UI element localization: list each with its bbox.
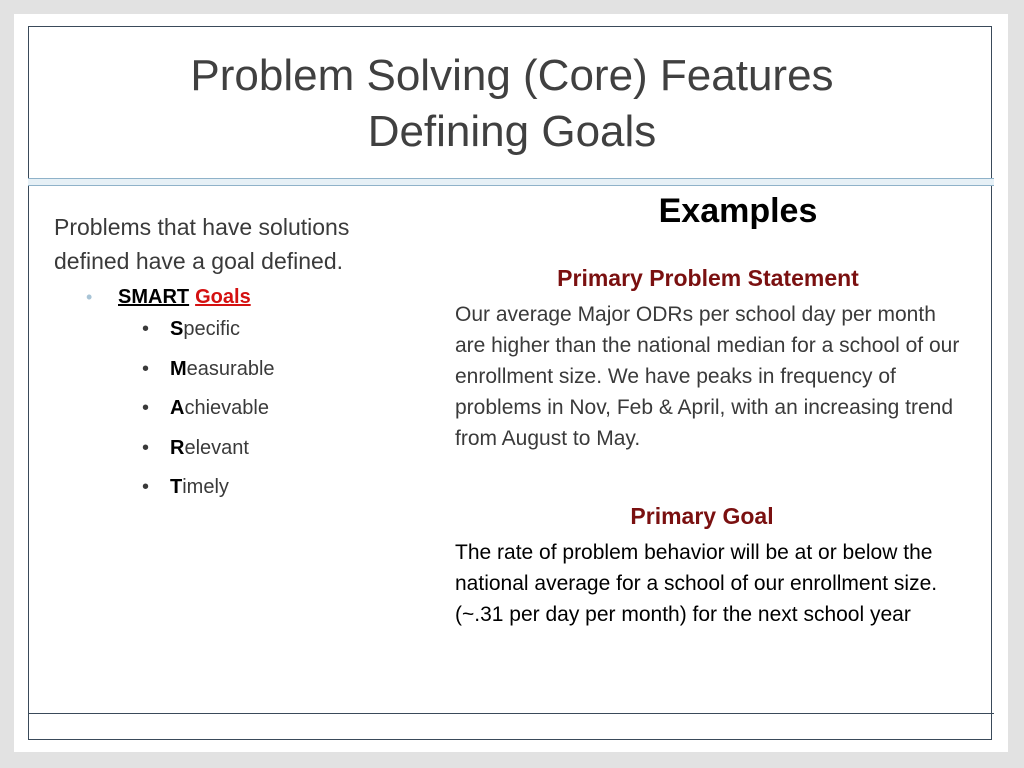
criterion-bullet: • <box>142 436 150 459</box>
smart-bullet: • <box>86 287 93 307</box>
criterion-bullet: • <box>142 318 150 340</box>
criterion-letter: A <box>170 397 185 419</box>
footer-divider <box>28 713 994 714</box>
criterion-rest: easurable <box>186 357 275 380</box>
criterion-measurable <box>142 350 414 390</box>
criterion-letter: M <box>170 357 187 380</box>
intro-text: Problems that have solutions defined have a goal defined. <box>54 214 350 274</box>
problem-statement-heading: Primary Problem Statement <box>557 265 859 291</box>
primary-goal-text: The rate of problem behavior will be at or below the national average for a school of our enrollment size. (~.31 per day per month) for the next school year <box>455 541 938 626</box>
criterion-bullet: • <box>142 476 150 498</box>
criterion-letter: S <box>170 318 184 340</box>
criterion-rest: elevant <box>184 436 249 459</box>
slide-title <box>100 48 924 160</box>
criterion-letter: T <box>170 476 183 498</box>
criterion-bullet: • <box>142 357 150 380</box>
smart-label: SMART <box>118 286 190 308</box>
smart-criteria-list <box>54 310 414 508</box>
problem-statement-text: Our average Major ODRs per school day per month are higher than the national median for a school of our enrollment size. We have peaks in frequency of problems in Nov, Feb & April, with an increasing trend from August to May. <box>455 303 960 450</box>
title-divider <box>28 178 994 186</box>
left-column <box>54 210 414 508</box>
criterion-timely <box>142 468 414 508</box>
criterion-relevant <box>142 429 414 469</box>
primary-goal-heading: Primary Goal <box>630 503 774 529</box>
goals-label: Goals <box>195 286 251 308</box>
title-line-2: Defining Goals <box>367 107 657 156</box>
criterion-achievable <box>142 389 414 429</box>
criterion-bullet: • <box>142 397 150 419</box>
examples-heading: Examples <box>658 192 818 230</box>
criterion-specific <box>142 310 414 350</box>
criterion-rest: pecific <box>183 318 241 340</box>
criterion-rest: chievable <box>184 397 269 419</box>
criterion-letter: R <box>170 436 185 459</box>
title-line-1: Problem Solving (Core) Features <box>190 51 834 100</box>
smart-goals-item <box>86 284 414 310</box>
criterion-rest: imely <box>182 476 229 498</box>
